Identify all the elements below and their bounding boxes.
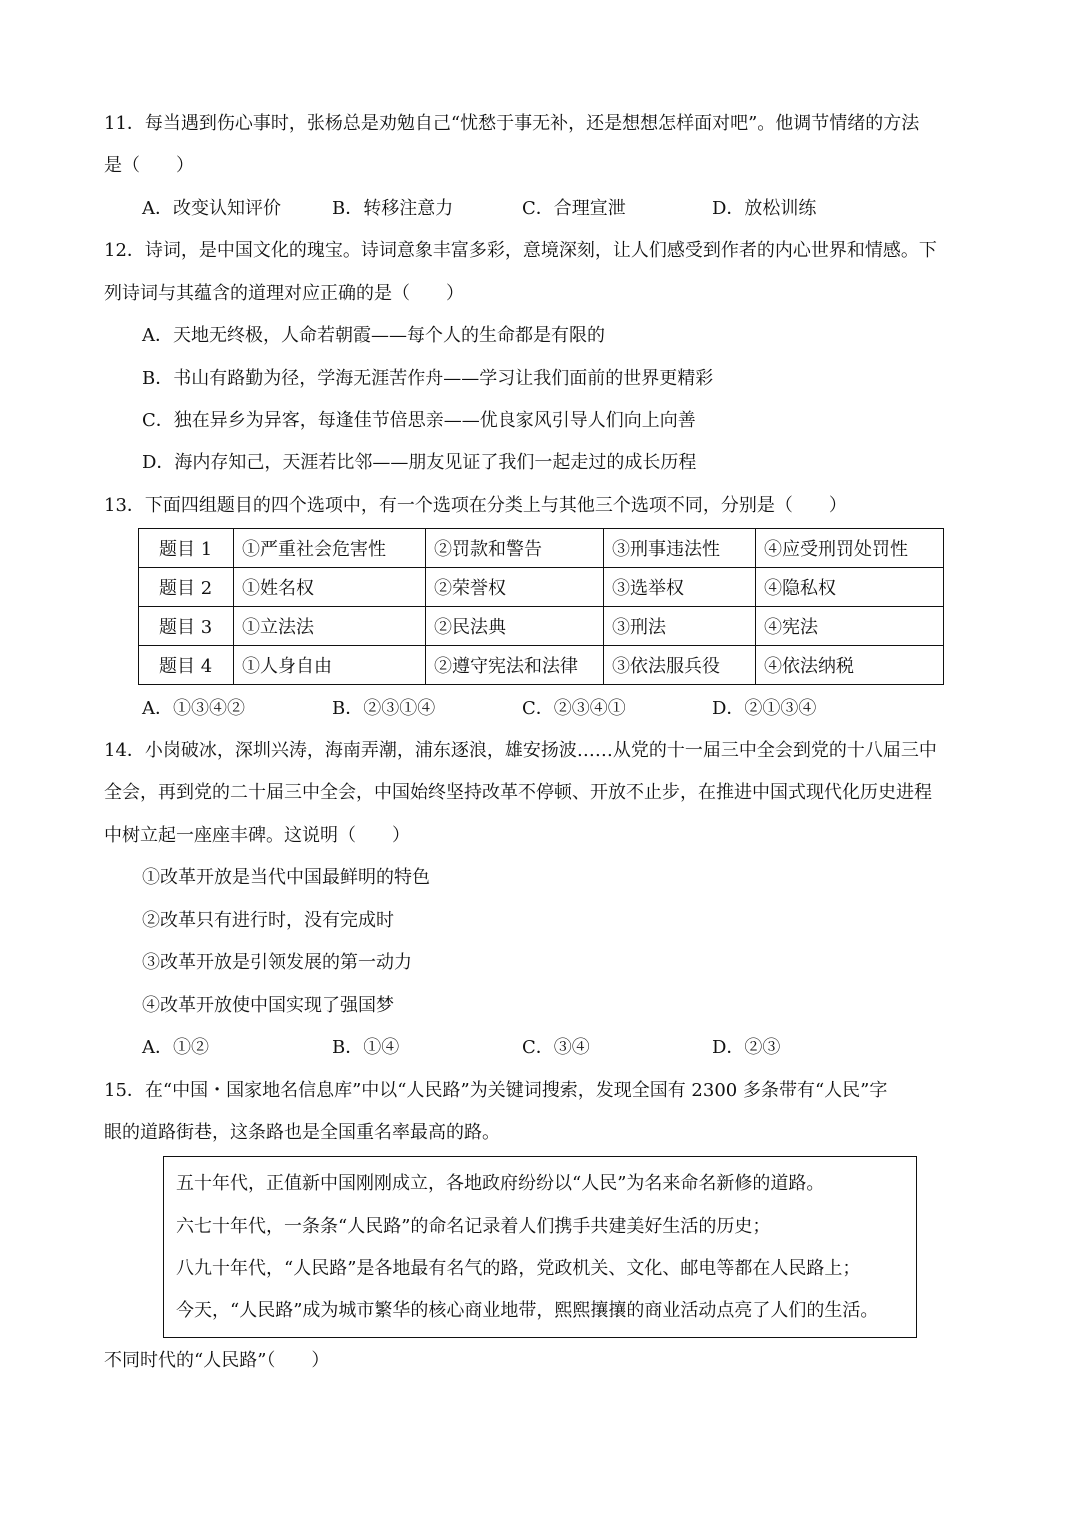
table-cell: ④宪法: [756, 607, 944, 646]
q12-stem-line1: 12．诗词，是中国文化的瑰宝。诗词意象丰富多彩，意境深刻，让人们感受到作者的内心世界和情感。下: [104, 240, 937, 261]
table-cell: ①严重社会危害性: [234, 529, 426, 568]
table-cell: 题目 2: [139, 568, 234, 607]
table-cell: ②民法典: [426, 607, 604, 646]
q12-option-b: B．书山有路勤为径，学海无涯苦作舟——学习让我们面前的世界更精彩: [142, 368, 714, 389]
q15-material-line: 五十年代，正值新中国刚刚成立，各地政府纷纷以“人民”为名来命名新修的道路。: [176, 1173, 825, 1194]
q14-statement-4: ④改革开放使中国实现了强国梦: [142, 995, 394, 1016]
q13-options: [0, 695, 1080, 723]
q13-option-b: B．②③①④: [332, 698, 436, 719]
q11-option-d: D．放松训练: [712, 198, 817, 219]
table-cell: ③刑法: [604, 607, 756, 646]
q14-statement-1: ①改革开放是当代中国最鲜明的特色: [142, 867, 430, 888]
q11-stem-line2: 是（ ）: [104, 155, 194, 176]
q15-question: 不同时代的“人民路”（ ）: [104, 1350, 330, 1371]
table-cell: ①立法法: [234, 607, 426, 646]
q12-stem-line2: 列诗词与其蕴含的道理对应正确的是（ ）: [104, 283, 464, 304]
q14-option-b: B．①④: [332, 1037, 400, 1058]
table-cell: ①人身自由: [234, 646, 426, 685]
q13-option-a: A．①③④②: [142, 698, 245, 719]
q14-stem-line2: 全会，再到党的二十届三中全会，中国始终坚持改革不停顿、开放不止步，在推进中国式现代化历史进程: [104, 782, 932, 803]
q11-option-c: C．合理宣泄: [522, 198, 626, 219]
q15-material-line: 八九十年代，“人民路”是各地最有名气的路，党政机关、文化、邮电等都在人民路上；: [176, 1258, 861, 1279]
q14-option-c: C．③④: [522, 1037, 590, 1058]
q15-material-line: 今天，“人民路”成为城市繁华的核心商业地带，熙熙攘攘的商业活动点亮了人们的生活。: [176, 1300, 879, 1321]
q11-options: [0, 195, 1080, 223]
q11-stem-line1: 11．每当遇到伤心事时，张杨总是劝勉自己“忧愁于事无补，还是想想怎样面对吧”。他调节情绪的方法: [104, 113, 920, 134]
table-cell: ③刑事违法性: [604, 529, 756, 568]
q15-material-line: 六七十年代，一条条“人民路”的命名记录着人们携手共建美好生活的历史；: [176, 1216, 771, 1237]
q13-option-c: C．②③④①: [522, 698, 626, 719]
table-row: [139, 568, 944, 607]
q15-stem-line1: 15．在“中国・国家地名信息库”中以“人民路”为关键词搜索，发现全国有 2300 多条带有“人民”字: [104, 1080, 888, 1101]
q11-option-b: B．转移注意力: [332, 198, 454, 219]
table-cell: ④隐私权: [756, 568, 944, 607]
table-cell: 题目 3: [139, 607, 234, 646]
q12-option-c: C．独在异乡为异客，每逢佳节倍思亲——优良家风引导人们向上向善: [142, 410, 696, 431]
table-cell: ④依法纳税: [756, 646, 944, 685]
q11-option-a: A．改变认知评价: [142, 198, 281, 219]
q13-option-d: D．②①③④: [712, 698, 817, 719]
table-cell: ②遵守宪法和法律: [426, 646, 604, 685]
table-row: [139, 529, 944, 568]
q14-stem-line1: 14．小岗破冰，深圳兴涛，海南弄潮，浦东逐浪，雄安扬波……从党的十一届三中全会到党的十八届三中: [104, 740, 937, 761]
table-cell: ③依法服兵役: [604, 646, 756, 685]
table-row: [139, 646, 944, 685]
q15-material-box: [163, 1156, 917, 1338]
table-cell: ③选举权: [604, 568, 756, 607]
q13-stem: 13．下面四组题目的四个选项中，有一个选项在分类上与其他三个选项不同，分别是（ ）: [104, 495, 847, 516]
q14-statement-3: ③改革开放是引领发展的第一动力: [142, 952, 412, 973]
table-cell: ①姓名权: [234, 568, 426, 607]
q12-option-d: D．海内存知己，天涯若比邻——朋友见证了我们一起走过的成长历程: [142, 452, 697, 473]
q14-option-a: A．①②: [142, 1037, 209, 1058]
table-cell: ②荣誉权: [426, 568, 604, 607]
table-cell: 题目 1: [139, 529, 234, 568]
q13-table: [138, 528, 944, 685]
table-cell: ④应受刑罚处罚性: [756, 529, 944, 568]
q12-option-a: A．天地无终极，人命若朝霞——每个人的生命都是有限的: [142, 325, 605, 346]
q14-stem-line3: 中树立起一座座丰碑。这说明（ ）: [104, 825, 410, 846]
q14-options: [0, 1034, 1080, 1062]
q14-option-d: D．②③: [712, 1037, 781, 1058]
table-cell: 题目 4: [139, 646, 234, 685]
table-cell: ②罚款和警告: [426, 529, 604, 568]
q14-statement-2: ②改革只有进行时，没有完成时: [142, 910, 394, 931]
table-row: [139, 607, 944, 646]
q15-stem-line2: 眼的道路街巷，这条路也是全国重名率最高的路。: [104, 1122, 500, 1143]
